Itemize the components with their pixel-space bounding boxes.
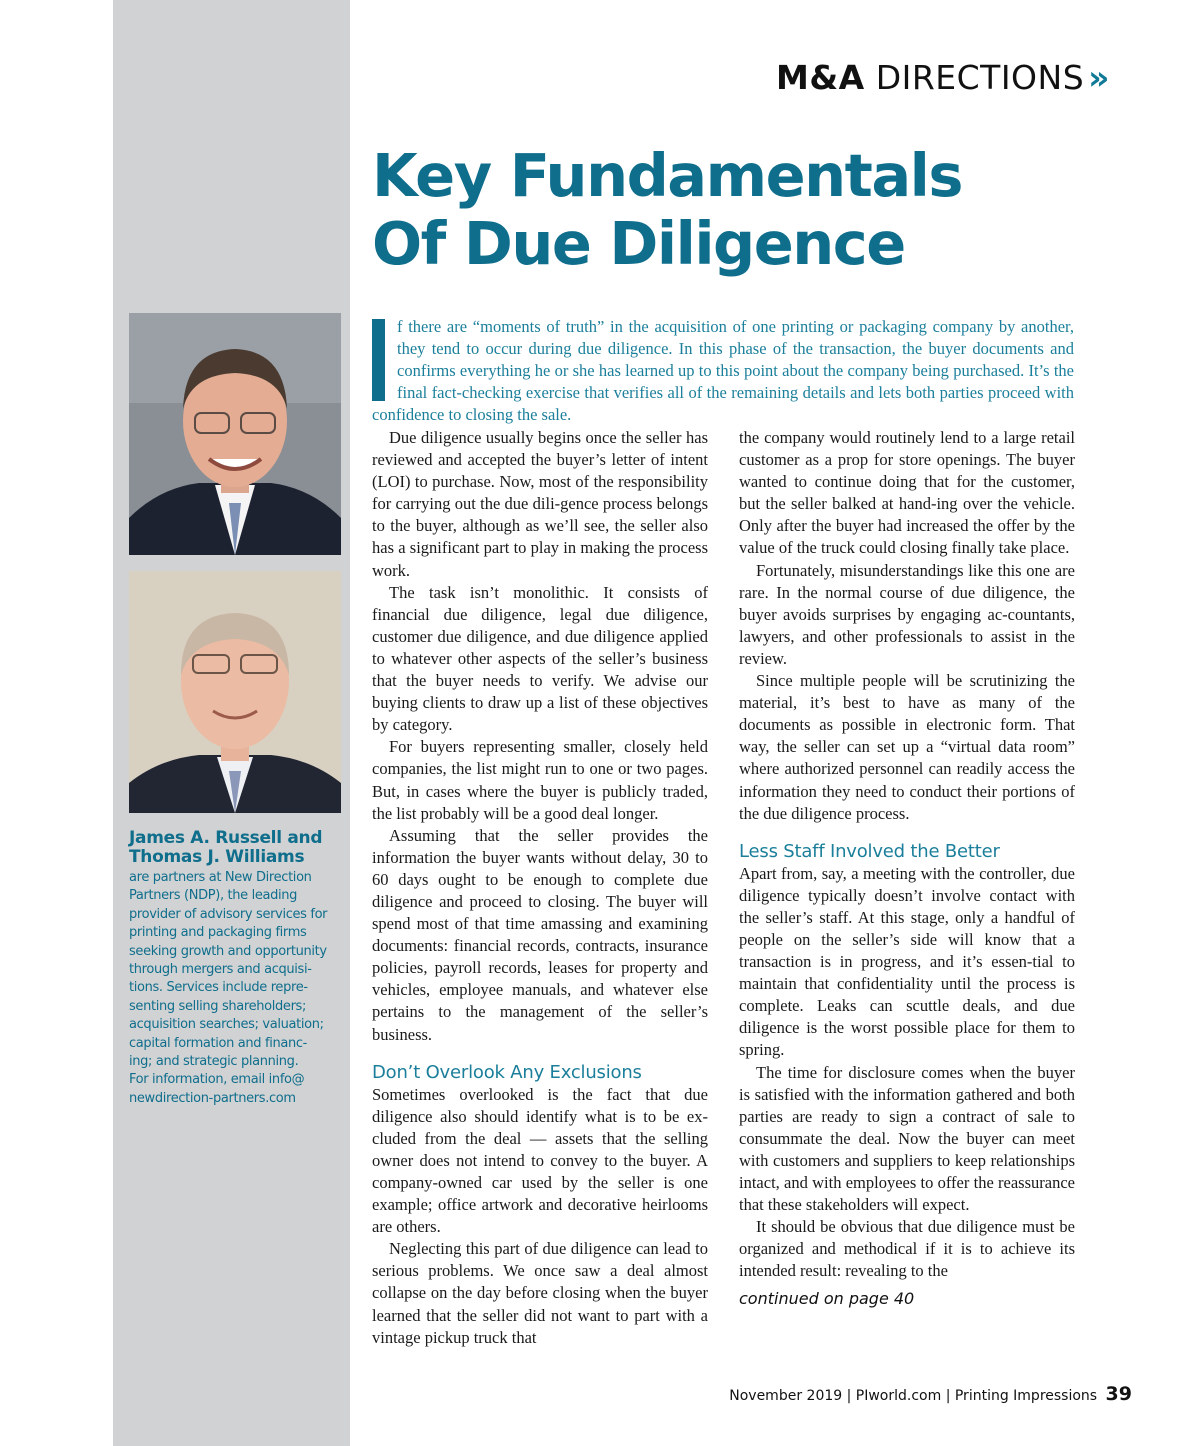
body-paragraph: the company would routinely lend to a large retail customer as a prop for store openings. The buyer wanted to continue doing that for the customer, but the seller balked at hand-ing over the vehicle. Only after the buyer had increased the offer by the value of the truck could closing finally take place. [739,428,1075,558]
page-footer [729,1383,1132,1405]
author-bio-line: are partners at New Direction [129,870,312,885]
author-bio-line: For information, email info@ [129,1072,305,1088]
page-number: 39 [1105,1383,1132,1405]
chevron-right-icon: » [1088,58,1110,97]
author-bio-line: seeking growth and opportunity [129,943,327,959]
article-lede [372,316,1074,426]
author-bio-line: printing and packaging firms [129,925,307,941]
body-paragraph: The task isn’t monolithic. It consists of financial due diligence, legal due diligence, customer due diligence, and due diligence applied to whatever other aspects of the seller’s business that the buyer needs to verify. We advise our buying clients to draw up a list of these objectives by category. [372,582,708,735]
body-paragraph: Assuming that the seller provides the information the buyer wants without delay, 30 to 60 days ought to be enough to complete due diligence and proceed to closing. The buyer will spend most of that time amassing and examining documents: financial records, contracts, insurance policies, payroll records, leases for property and vehicles, employee manuals, and whatever else pertains to the management of the seller’s business. [372,825,708,1044]
body-paragraph: Apart from, say, a meeting with the controller, due diligence typically doesn’t involve contact with the seller’s staff. At this stage, only a handful of people on the seller’s side will know that a transaction is in progress, and it’s essen-tial to maintain that confidentiality until the process is complete. Leaks can scuttle deals, and due diligence is the worst possible place for them to spring. [739,863,1075,1060]
section-header [776,58,1110,97]
author-photo-russell [129,313,341,555]
body-paragraph: The time for disclosure comes when the buyer is satisfied with the information gathered and both parties are ready to sign a contract of sale to consummate the deal. Now the buyer can meet with customers and suppliers to keep relationships intact, and with employees to offer the reassurance that these stakeholders will expect. [739,1062,1075,1215]
body-paragraph: Due diligence usually begins once the seller has reviewed and accepted the buyer’s letter of intent (LOI) to purchase. Now, most of the responsibility for carrying out the due dili-gence process belongs to the buyer, although as we’ll see, the seller also has a significant part to play in making the process work. [372,428,708,580]
author-bio-line: provider of advisory services for [129,906,328,922]
author-bio-line: through mergers and acquisi- [129,962,312,978]
headline-line-1: Key Fundamentals [372,141,962,210]
subheading-exclusions: Don’t Overlook Any Exclusions [372,1061,642,1083]
article-column-left [372,427,708,1349]
author-bio-line: Partners (NDP), the leading [129,888,298,904]
author-bio-line: senting selling shareholders; [129,998,307,1014]
lede-text: f there are “moments of truth” in the acquisition of one printing or packaging company by another, they tend to occur during due diligence. In this phase of the transaction, the buyer documents and confirms everything he or she has learned up to this point about the company being purchased. It’s the final fact-checking exercise that verifies all of the remaining details and lets both parties proceed with confidence to closing the sale. [372,317,1074,424]
continued-link[interactable]: continued on page 40 [739,1289,915,1309]
body-paragraph: Since multiple people will be scrutinizing the material, it’s best to have as many of the documents as possible in electronic form. That way, the seller can set up a “virtual data room” where authorized personnel can readily access the information they need to conduct their portions of the due diligence process. [739,671,1075,823]
article-headline [372,142,1152,278]
author-names-line: Thomas J. Williams [129,847,305,867]
body-paragraph: Neglecting this part of due diligence can lead to serious problems. We once saw a deal almost collapse on the day before closing when the buyer learned that the seller did not want to part with a vintage pickup truck that [372,1239,708,1347]
body-paragraph: Fortunately, misunderstandings like this one are rare. In the normal course of due diligence, the buyer avoids surprises by engaging ac-countants, lawyers, and other professionals to assist in the review. [739,560,1075,668]
drop-cap [372,319,385,401]
author-bio-line: ing; and strategic planning. [129,1054,299,1070]
headline-line-2: Of Due Diligence [372,209,905,278]
author-photo-williams [129,571,341,813]
section-brand-rest: DIRECTIONS [875,58,1085,97]
body-paragraph: It should be obvious that due diligence must be organized and methodical if it is to achieve its intended result: revealing to the [739,1217,1075,1281]
author-bio-line: capital formation and financ- [129,1035,308,1051]
author-bio [129,869,351,1108]
subheading-staff: Less Staff Involved the Better [739,840,1000,862]
author-email-link[interactable]: newdirection-partners.com [129,1090,296,1106]
author-bio-line: acquisition searches; valuation; [129,1017,324,1033]
author-names-line: James A. Russell and [129,828,323,848]
body-paragraph: Sometimes overlooked is the fact that due diligence also should identify what is to be ex-cluded from the deal — assets that the selling owner does not intend to convey to the buyer. A company-owned car used by the seller is one example; office artwork and decorative heirlooms are others. [372,1084,708,1237]
author-bio-line: tions. Services include repre- [129,980,308,996]
body-paragraph: For buyers representing smaller, closely held companies, the list might run to one or two pages. But, in cases where the buyer is publicly traded, the list probably will be a good deal longer. [372,737,708,823]
author-box [129,829,351,1108]
author-names [129,829,351,867]
section-brand-bold: M&A [776,58,865,97]
article-column-right [739,427,1075,1310]
footer-text: November 2019 | PIworld.com | Printing Impressions [729,1388,1098,1404]
